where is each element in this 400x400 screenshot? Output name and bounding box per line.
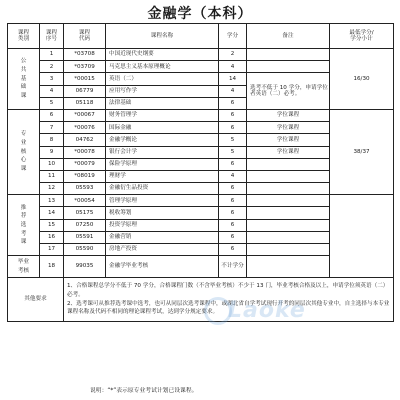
cell-note: 学位课程 bbox=[247, 109, 330, 121]
cell-seq: 3 bbox=[40, 73, 64, 85]
cell-name: 管理学原理 bbox=[106, 195, 219, 207]
cell-code: 06779 bbox=[64, 85, 106, 97]
cell-note bbox=[247, 158, 330, 170]
cell-credit: 4 bbox=[219, 85, 247, 97]
cell-name: 马克思主义基本原理概论 bbox=[106, 61, 219, 73]
cell-code: *08019 bbox=[64, 170, 106, 182]
cell-code: *03709 bbox=[64, 61, 106, 73]
cell-seq: 1 bbox=[40, 49, 64, 61]
cell-note bbox=[247, 231, 330, 243]
cell-name: 金融学毕业考核 bbox=[106, 256, 219, 278]
cell-code: *03708 bbox=[64, 49, 106, 61]
cell-note bbox=[247, 170, 330, 182]
cell-note: 学位课程 bbox=[247, 134, 330, 146]
cell-credit: 6 bbox=[219, 244, 247, 256]
cell-name: 金融衍生品投资 bbox=[106, 183, 219, 195]
cell-credit: 6 bbox=[219, 97, 247, 109]
header-seq: 课程 序号 bbox=[40, 24, 64, 49]
header-category: 课程 类别 bbox=[8, 24, 40, 49]
cell-credit: 6 bbox=[219, 122, 247, 134]
cell-credit: 6 bbox=[219, 195, 247, 207]
remarks-row bbox=[8, 278, 394, 322]
cell-code: 99035 bbox=[64, 256, 106, 278]
cell-credit: 5 bbox=[219, 134, 247, 146]
cell-code: 05593 bbox=[64, 183, 106, 195]
cell-seq: 17 bbox=[40, 244, 64, 256]
cell-code: *00078 bbox=[64, 146, 106, 158]
cell-name: 金融营销 bbox=[106, 231, 219, 243]
cell-name: 国际金融 bbox=[106, 122, 219, 134]
cell-code: 05175 bbox=[64, 207, 106, 219]
cell-note bbox=[247, 256, 330, 278]
remark-item-1: 1、合格课程总学分不低于 70 学分，合格课程门数（不含毕业考核）不少于 13 门，毕业考核合格及以上，申请学位须英语（二）必考。 bbox=[67, 283, 389, 299]
cell-name: 保险学原理 bbox=[106, 158, 219, 170]
cell-seq: 7 bbox=[40, 122, 64, 134]
table-row bbox=[8, 195, 394, 207]
cell-code: 05591 bbox=[64, 231, 106, 243]
elective-min bbox=[330, 195, 394, 278]
cell-seq: 4 bbox=[40, 85, 64, 97]
table-row bbox=[8, 109, 394, 121]
cell-code: *00054 bbox=[64, 195, 106, 207]
cell-note bbox=[247, 219, 330, 231]
cell-code: *00076 bbox=[64, 122, 106, 134]
cell-seq: 14 bbox=[40, 207, 64, 219]
cell-name: 银行会计学 bbox=[106, 146, 219, 158]
cell-seq: 8 bbox=[40, 134, 64, 146]
cell-seq: 6 bbox=[40, 109, 64, 121]
cell-note bbox=[247, 61, 330, 73]
public-elective-note: 选考不低于 10 学分，申请学位者英语（二）必考。 bbox=[247, 73, 330, 110]
cell-credit: 6 bbox=[219, 183, 247, 195]
cell-seq: 10 bbox=[40, 158, 64, 170]
cell-seq: 12 bbox=[40, 183, 64, 195]
category-elective: 推 荐 选 考 课 bbox=[8, 195, 40, 256]
cell-name: 房地产投资 bbox=[106, 244, 219, 256]
cell-seq: 13 bbox=[40, 195, 64, 207]
header-code: 课程 代码 bbox=[64, 24, 106, 49]
cell-credit: 不计学分 bbox=[219, 256, 247, 278]
cell-seq: 15 bbox=[40, 219, 64, 231]
cell-seq: 11 bbox=[40, 170, 64, 182]
remarks-label: 其他要求 bbox=[8, 278, 64, 322]
cell-note bbox=[247, 183, 330, 195]
cell-note: 学位课程 bbox=[247, 122, 330, 134]
page-title: 金融学（本科） bbox=[147, 6, 253, 22]
cell-name: 投资学原理 bbox=[106, 219, 219, 231]
cell-note: 学位课程 bbox=[247, 146, 330, 158]
cell-credit: 2 bbox=[219, 49, 247, 61]
header-note: 备注 bbox=[247, 24, 330, 49]
remark-item-2: 2、选考课可从推荐选考课中选考，也可从同层次选考课程中，或湖北省自学考试现行开考的同层次其他专业中，自主选择与本专业课程名称及代码不相同的理论课程考试，达到学分规定要求。 bbox=[67, 300, 390, 316]
cell-seq: 16 bbox=[40, 231, 64, 243]
cell-name: 应用写作学 bbox=[106, 85, 219, 97]
remarks-text bbox=[64, 278, 394, 322]
cell-credit: 5 bbox=[219, 146, 247, 158]
cell-credit: 6 bbox=[219, 207, 247, 219]
cell-code: 07250 bbox=[64, 219, 106, 231]
cell-credit: 6 bbox=[219, 231, 247, 243]
footnote: 说明：“*”表示原专业考试计划已设课程。 bbox=[90, 388, 198, 394]
cell-credit: 6 bbox=[219, 109, 247, 121]
cell-note bbox=[247, 195, 330, 207]
cell-credit: 6 bbox=[219, 219, 247, 231]
cell-seq: 18 bbox=[40, 256, 64, 278]
header-name: 课程名称 bbox=[106, 24, 219, 49]
header-credit: 学分 bbox=[219, 24, 247, 49]
cell-code: *00067 bbox=[64, 109, 106, 121]
table-row bbox=[8, 49, 394, 61]
cell-seq: 2 bbox=[40, 61, 64, 73]
cell-name: 法律基础 bbox=[106, 97, 219, 109]
cell-name: 中国近现代史纲要 bbox=[106, 49, 219, 61]
cell-note bbox=[247, 244, 330, 256]
cell-code: 04762 bbox=[64, 134, 106, 146]
category-core: 专 业 核 心 课 bbox=[8, 109, 40, 194]
cell-note bbox=[247, 207, 330, 219]
cell-name: 理财学 bbox=[106, 170, 219, 182]
cell-code: *00015 bbox=[64, 73, 106, 85]
table-header bbox=[8, 24, 394, 49]
watermark: Laoke bbox=[228, 298, 306, 323]
cell-credit: 4 bbox=[219, 170, 247, 182]
cell-seq: 9 bbox=[40, 146, 64, 158]
cell-name: 财务管理学 bbox=[106, 109, 219, 121]
cell-note bbox=[247, 49, 330, 61]
cell-seq: 5 bbox=[40, 97, 64, 109]
cell-name: 英语（二） bbox=[106, 73, 219, 85]
curriculum-table bbox=[7, 23, 394, 322]
cell-code: 05118 bbox=[64, 97, 106, 109]
cell-name: 金融学概论 bbox=[106, 134, 219, 146]
public-min: 16/30 bbox=[330, 49, 394, 110]
category-public: 公 共 基 础 课 bbox=[8, 49, 40, 110]
cell-name: 税收筹划 bbox=[106, 207, 219, 219]
header-min: 最低学分/ 学分小计 bbox=[330, 24, 394, 49]
core-min: 38/37 bbox=[330, 109, 394, 194]
cell-code: *00079 bbox=[64, 158, 106, 170]
cell-credit: 6 bbox=[219, 158, 247, 170]
cell-credit: 4 bbox=[219, 61, 247, 73]
category-graduation: 毕业 考核 bbox=[8, 256, 40, 278]
cell-code: 05590 bbox=[64, 244, 106, 256]
cell-credit: 14 bbox=[219, 73, 247, 85]
